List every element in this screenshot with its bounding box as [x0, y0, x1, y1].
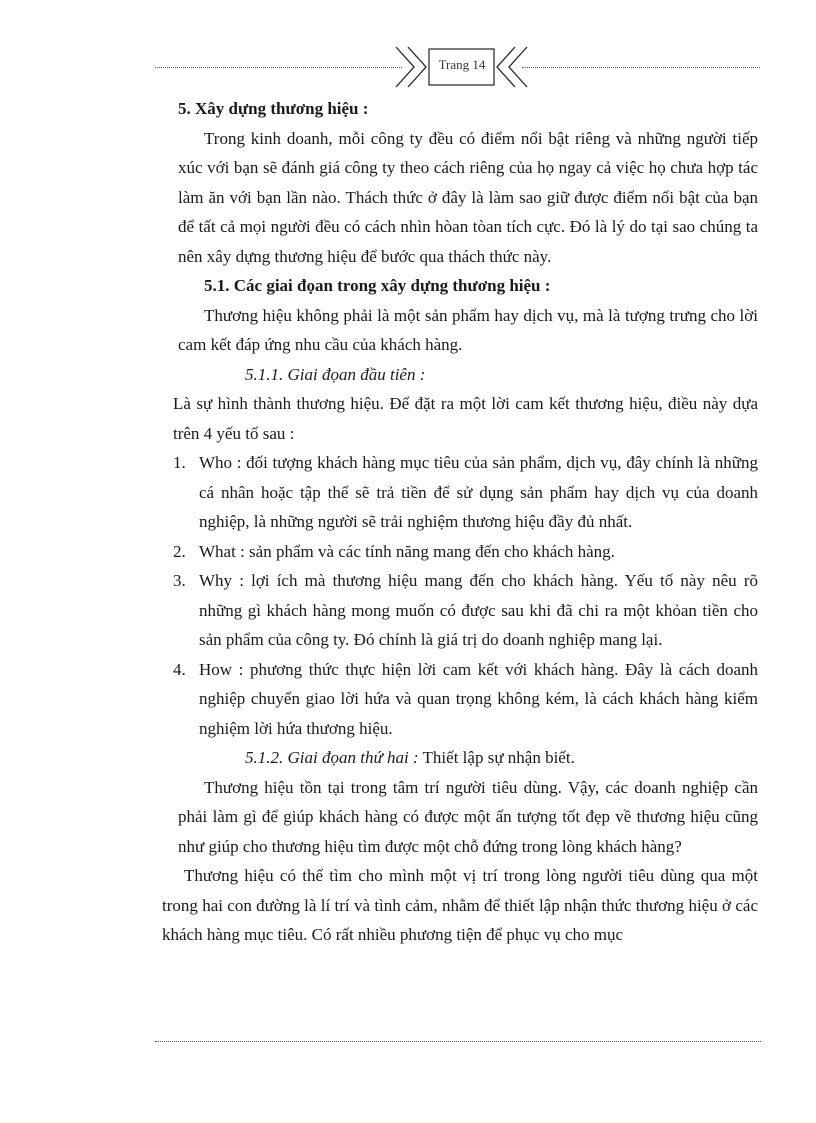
document-body [162, 94, 758, 950]
stage2-title [178, 743, 758, 773]
header-rule-right [522, 67, 760, 68]
subsection-title: 5.1. Các giai đọan trong xây dựng thương hiệu : [204, 276, 551, 295]
stage1-intro: Là sự hình thành thương hiệu. Để đặt ra một lời cam kết thương hiệu, điều này dựa trên 4 yếu tố sau : [173, 394, 758, 443]
list-item-text: Why : lợi ích mà thương hiệu mang đến cho khách hàng. Yếu tố này nêu rõ những gì khách hàng mong muốn có được sau khi đã chi ra một khỏan tiền cho sản phẩm của công ty. Đó chính là giá trị do doanh nghiệp mang lại. [199, 571, 758, 649]
header-rule-left [155, 67, 402, 68]
list-item [173, 537, 758, 567]
list-item-number: 2. [173, 541, 186, 561]
page-number: Trang 14 [438, 57, 486, 72]
page-number-badge [395, 45, 528, 89]
list-item-number: 4. [173, 659, 186, 679]
list-item-text: How : phương thức thực hiện lời cam kết với khách hàng. Đây là cách doanh nghiệp chuyển giao lời hứa và quan trọng không kém, là cách khách hàng kiểm nghiệm lời hứa thương hiệu. [199, 659, 758, 738]
list-item [173, 655, 758, 744]
stage2-paragraph-1: Thương hiệu tồn tại trong tâm trí người tiêu dùng. Vậy, các doanh nghiệp cần phải làm gì để giúp khách hàng có được một ấn tượng tốt đẹp về thương hiệu cũng như giúp cho thương hiệu tìm được một chỗ đứng trong lòng khách hàng? [178, 777, 758, 856]
stage1-title: 5.1.1. Giai đọan đầu tiên : [245, 364, 426, 384]
subsection-intro: Thương hiệu không phải là một sản phẩm hay dịch vụ, mà là tượng trưng cho lời cam kết đáp ứng nhu cầu của khách hàng. [178, 305, 758, 354]
list-item [173, 566, 758, 655]
footer-rule [155, 1041, 761, 1042]
list-item-text: What : sản phẩm và các tính năng mang đến cho khách hàng. [199, 541, 615, 561]
stage2-title-rest: Thiết lập sự nhận biết. [418, 748, 575, 767]
stage2-paragraph-2: Thương hiệu có thể tìm cho mình một vị trí trong lòng người tiêu dùng qua một trong hai con đường là lí trí và tình cảm, nhằm để thiết lập nhận thức thương hiệu ở các khách hàng mục tiêu. Có rất nhiều phương tiện để phục vụ cho mục [162, 866, 758, 944]
section-title: 5. Xây dựng thương hiệu : [178, 99, 369, 118]
stage2-title-italic: 5.1.2. Giai đọan thứ hai : [245, 748, 419, 767]
list-item-number: 3. [173, 571, 186, 590]
list-item-text: Who : đối tượng khách hàng mục tiêu của sản phẩm, dịch vụ, đây chính là những cá nhân hoặc tập thể sẽ trả tiền để sử dụng sản phẩm hay dịch vụ của doanh nghiệp, là những người sẽ trải nghiệm thương hiệu đầy đủ nhất. [199, 453, 758, 531]
section-intro: Trong kinh doanh, mỗi công ty đều có điểm nổi bật riêng và những người tiếp xúc với bạn sẽ đánh giá công ty theo cách riêng của họ ngay cả việc họ chưa hợp tác làm ăn với bạn lần nào. Thách thức ở đây là làm sao giữ được điểm nổi bật của bạn để tất cả mọi người đều có cách nhìn hòan tòan tích cực. Đó là lý do tại sao chúng ta nên xây dựng thương hiệu để bước qua thách thức này. [178, 128, 758, 266]
list-item [173, 448, 758, 537]
list-item-number: 1. [173, 453, 186, 472]
